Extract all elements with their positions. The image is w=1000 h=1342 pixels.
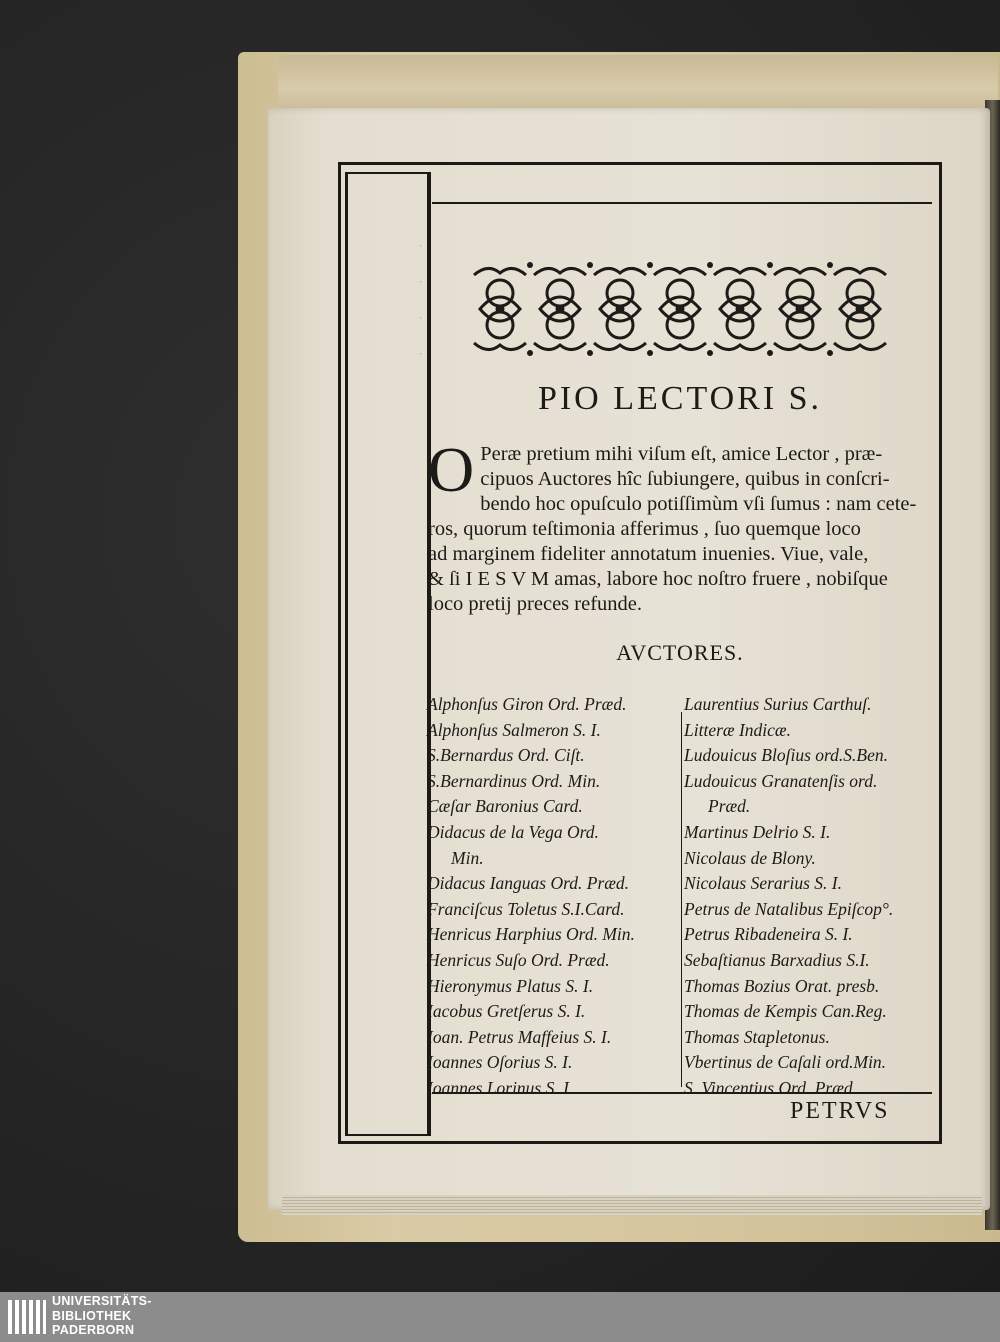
intro-line: & ſi I E S V M amas, labore hoc noſtro fruere , nobiſque (428, 568, 888, 590)
author-entry: S.Bernardinus Ord. Min. (427, 770, 601, 791)
author-entry: Iacobus Gretſerus S. I. (427, 1001, 586, 1022)
authors-list-left (427, 692, 679, 1102)
author-entry-continuation: Præd. (708, 796, 751, 817)
author-entry: Petrus de Natalibus Epiſcop°. (684, 898, 894, 919)
logo-line: BIBLIOTHEK (52, 1308, 132, 1323)
logo-line: PADERBORN (52, 1323, 135, 1337)
intro-paragraph (428, 434, 936, 617)
decorative-headpiece-ornament (470, 255, 892, 363)
author-entry: S.Bernardus Ord. Ciſt. (427, 745, 585, 766)
library-logo-text (52, 1294, 152, 1338)
author-entry: Ioan. Petrus Maffeius S. I. (427, 1026, 612, 1047)
intro-line: bendo hoc opuſculo potiſſimùm vſi ſumus : nam cete- (480, 493, 917, 515)
catchword: PETRVS (790, 1098, 890, 1124)
author-entry: Litteræ Indicæ. (684, 719, 791, 740)
top-rule (432, 202, 932, 204)
author-entry: Alphonſus Giron Ord. Præd. (427, 694, 627, 714)
author-entry: Sebaſtianus Barxadius S.I. (684, 949, 870, 970)
intro-line: cipuos Auctores hîc ſubiungere, quibus in conſcri- (480, 468, 890, 490)
author-entry: Nicolaus Serarius S. I. (684, 873, 842, 894)
page-stack-edge (282, 1195, 982, 1215)
author-entry: Ioannes Lorinus S. I. (427, 1077, 574, 1098)
book-cover-top-edge (278, 55, 998, 110)
author-entry: Thomas de Kempis Can.Reg. (684, 1001, 887, 1022)
author-entry-continuation: Min. (451, 847, 484, 868)
author-entry: Hieronymus Platus S. I. (427, 975, 594, 996)
author-entry: Henricus Suſo Ord. Præd. (427, 949, 610, 970)
author-entry: S. Vincentius Ord. Præd. (684, 1077, 858, 1098)
author-entry: Ludouicus Bloſius ord.S.Ben. (684, 745, 889, 766)
author-entry: Didacus Ianguas Ord. Præd. (427, 873, 630, 894)
intro-line: loco pretij preces refunde. (428, 593, 643, 615)
drop-cap: O (428, 434, 475, 505)
author-entry: Petrus Ribadeneira S. I. (684, 924, 853, 945)
author-entry: Franciſcus Toletus S.I.Card. (427, 898, 625, 919)
column-divider (681, 712, 682, 1087)
intro-line: Peræ pretium mihi viſum eſt, amice Lector , præ- (480, 443, 883, 465)
author-entry: Thomas Stapletonus. (684, 1026, 830, 1047)
authors-heading: AVCTORES. (616, 640, 744, 665)
author-entry: Ludouicus Granatenſis ord. (684, 770, 878, 791)
author-entry: Nicolaus de Blony. (684, 847, 816, 868)
author-entry: Vbertinus de Caſali ord.Min. (684, 1052, 887, 1073)
show-through-marginalia: · · · · (418, 238, 422, 361)
intro-line: ad marginem fideliter annotatum inuenies. Viue, vale, (428, 543, 869, 565)
author-entry: Alphonſus Salmeron S. I. (427, 719, 601, 740)
author-entry: Didacus de la Vega Ord. (427, 821, 599, 842)
author-entry: Cæſar Baronius Card. (427, 796, 583, 817)
page-title: PIO LECTORI S. (537, 380, 823, 417)
intro-line: ros, quorum teſtimonia afferimus , ſuo quemque loco (428, 518, 861, 540)
authors-list-right (684, 692, 936, 1102)
author-entry: Henricus Harphius Ord. Min. (427, 924, 635, 945)
author-entry: Laurentius Surius Carthuſ. (684, 694, 872, 714)
logo-line: UNIVERSITÄTS- (52, 1294, 152, 1308)
author-entry: Ioannes Oſorius S. I. (427, 1052, 573, 1073)
author-entry: Thomas Bozius Orat. presb. (684, 975, 880, 996)
library-logo-icon (4, 1296, 48, 1338)
author-entry: Martinus Delrio S. I. (684, 821, 831, 842)
